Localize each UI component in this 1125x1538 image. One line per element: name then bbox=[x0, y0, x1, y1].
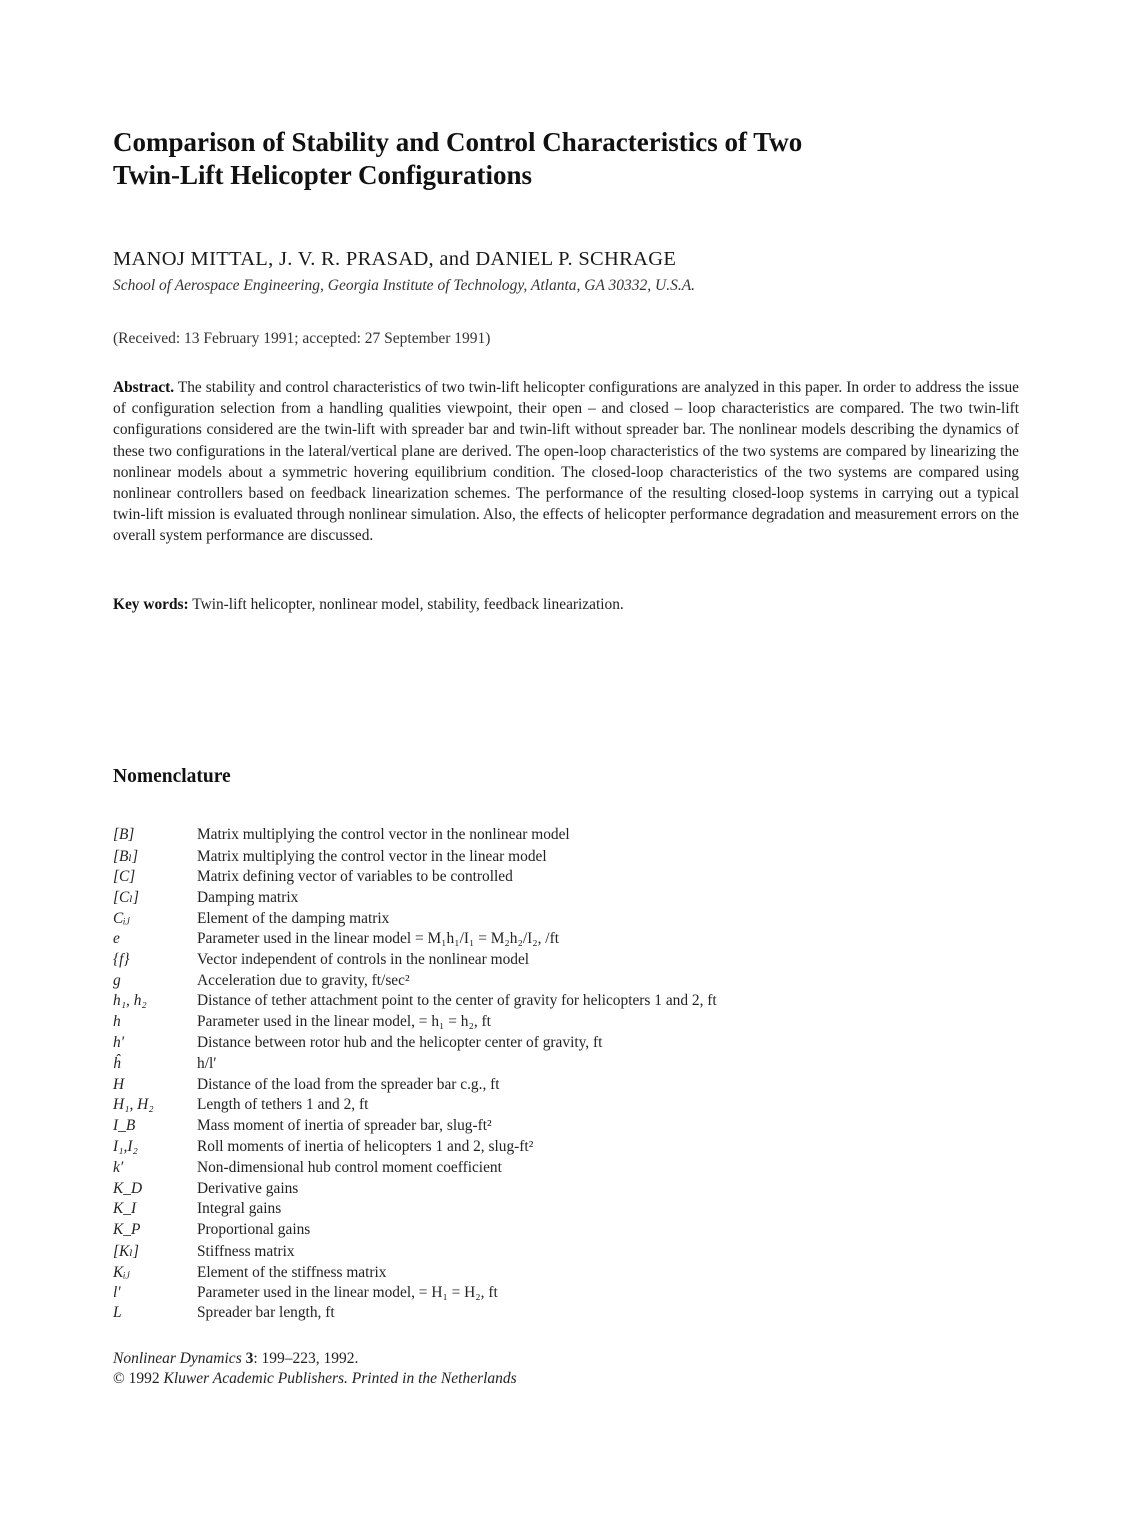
author-list: MANOJ MITTAL, J. V. R. PRASAD, and DANIEL P. SCHRAGE bbox=[113, 248, 677, 270]
abstract bbox=[113, 377, 1019, 547]
nomenclature-row bbox=[113, 951, 1013, 972]
nomenclature-definition: Matrix multiplying the control vector in the nonlinear model bbox=[197, 826, 570, 843]
nomenclature-symbol: I_B bbox=[113, 1117, 136, 1135]
nomenclature-symbol: e bbox=[113, 929, 120, 947]
nomenclature-symbol: [B] bbox=[113, 826, 135, 843]
nomenclature-row bbox=[113, 1304, 1013, 1325]
nomenclature-definition: Proportional gains bbox=[197, 1221, 311, 1239]
nomenclature-symbol: K_P bbox=[113, 1221, 141, 1239]
nomenclature-definition: Matrix defining vector of variables to be controlled bbox=[197, 867, 513, 885]
nomenclature-definition: Mass moment of inertia of spreader bar, slug-ft² bbox=[197, 1117, 492, 1135]
paper-title bbox=[113, 126, 1013, 192]
nomenclature-symbol: Cᵢⱼ bbox=[113, 910, 130, 928]
nomenclature-row bbox=[113, 868, 1013, 889]
journal-name: Nonlinear Dynamics bbox=[113, 1350, 242, 1367]
keywords bbox=[113, 596, 624, 614]
nomenclature-symbol: H₁, H₂ bbox=[113, 1096, 154, 1114]
nomenclature-definition: h/l′ bbox=[197, 1054, 217, 1072]
nomenclature-definition: Distance of tether attachment point to the center of gravity for helicopters 1 and 2, ft bbox=[197, 992, 717, 1010]
citation-line bbox=[113, 1349, 517, 1369]
nomenclature-symbol: [Kₗ] bbox=[113, 1242, 139, 1260]
nomenclature-definition: Distance of the load from the spreader bar c.g., ft bbox=[197, 1075, 500, 1093]
nomenclature-row bbox=[113, 1117, 1013, 1138]
nomenclature-row bbox=[113, 888, 1013, 909]
nomenclature-symbol: g bbox=[113, 971, 121, 989]
nomenclature-symbol: H bbox=[113, 1075, 125, 1093]
nomenclature-definition: Parameter used in the linear model, = H₁ = H₂, ft bbox=[197, 1283, 498, 1301]
nomenclature-row bbox=[113, 847, 1013, 868]
nomenclature-row bbox=[113, 1076, 1013, 1097]
nomenclature-definition: Matrix multiplying the control vector in the linear model bbox=[197, 847, 547, 865]
nomenclature-symbol: h bbox=[113, 1013, 121, 1031]
received-dates: (Received: 13 February 1991; accepted: 27 September 1991) bbox=[113, 330, 491, 347]
nomenclature-definition: Integral gains bbox=[197, 1200, 282, 1218]
nomenclature-row bbox=[113, 1263, 1013, 1284]
nomenclature-row bbox=[113, 1055, 1013, 1076]
nomenclature-symbol: {f} bbox=[113, 950, 130, 968]
keywords-text: Twin-lift helicopter, nonlinear model, stability, feedback linearization. bbox=[192, 596, 624, 613]
nomenclature-row bbox=[113, 1159, 1013, 1180]
nomenclature-definition: Stiffness matrix bbox=[197, 1242, 295, 1260]
nomenclature-definition: Acceleration due to gravity, ft/sec² bbox=[197, 971, 410, 989]
nomenclature-list bbox=[113, 826, 1013, 1325]
nomenclature-symbol: h₁, h₂ bbox=[113, 992, 147, 1010]
nomenclature-row bbox=[113, 1221, 1013, 1242]
journal-volume: 3 bbox=[245, 1350, 254, 1367]
nomenclature-row bbox=[113, 1138, 1013, 1159]
nomenclature-row bbox=[113, 1013, 1013, 1034]
nomenclature-definition: Damping matrix bbox=[197, 889, 299, 907]
nomenclature-symbol: [Cₗ] bbox=[113, 889, 139, 907]
nomenclature-symbol: L bbox=[113, 1304, 122, 1322]
nomenclature-row bbox=[113, 992, 1013, 1013]
nomenclature-symbol: Kᵢⱼ bbox=[113, 1263, 130, 1281]
nomenclature-row bbox=[113, 1034, 1013, 1055]
title-line-2: Twin-Lift Helicopter Configurations bbox=[113, 160, 532, 190]
nomenclature-heading: Nomenclature bbox=[113, 766, 231, 787]
nomenclature-symbol: I₁,I₂ bbox=[113, 1137, 138, 1155]
nomenclature-row bbox=[113, 1180, 1013, 1201]
nomenclature-definition: Element of the stiffness matrix bbox=[197, 1263, 387, 1281]
abstract-text: The stability and control characteristics of two twin-lift helicopter configurations are analyzed in this paper. In order to address the issue of configuration selection from a handling qualities viewpoint, their open – and closed – loop characteristics are compared. The two twin-lift configurations considered are the twin-lift with spreader bar and twin-lift without spreader bar. The nonlinear models describing the dynamics of these two configurations in the lateral/vertical plane are derived. The open-loop characteristics of the two systems are compared by linearizing the nonlinear models about a symmetric hovering equilibrium condition. The closed-loop characteristics of the two systems are compared using nonlinear controllers based on feedback linearization schemes. The performance of the resulting closed-loop systems in carrying out a typical twin-lift mission is evaluated through nonlinear simulation. Also, the effects of helicopter performance degradation and measurement errors on the overall system performance are discussed. bbox=[113, 379, 1019, 545]
journal-footer bbox=[113, 1349, 517, 1389]
nomenclature-definition: Parameter used in the linear model, = h₁ = h₂, ft bbox=[197, 1013, 491, 1031]
abstract-label: Abstract. bbox=[113, 379, 175, 396]
nomenclature-row bbox=[113, 909, 1013, 930]
nomenclature-symbol: [Bₗ] bbox=[113, 847, 139, 865]
nomenclature-definition: Spreader bar length, ft bbox=[197, 1304, 335, 1322]
nomenclature-symbol: h′ bbox=[113, 1033, 125, 1051]
nomenclature-symbol: [C] bbox=[113, 867, 136, 885]
nomenclature-row bbox=[113, 1242, 1013, 1263]
nomenclature-definition: Non-dimensional hub control moment coefficient bbox=[197, 1158, 502, 1176]
nomenclature-definition: Length of tethers 1 and 2, ft bbox=[197, 1096, 369, 1114]
nomenclature-row bbox=[113, 972, 1013, 993]
keywords-label: Key words: bbox=[113, 596, 189, 613]
copyright-line bbox=[113, 1369, 517, 1389]
nomenclature-definition: Parameter used in the linear model = M₁h₁/I₁ = M₂h₂/I₂, /ft bbox=[197, 929, 559, 947]
nomenclature-symbol: K_I bbox=[113, 1200, 137, 1218]
affiliation: School of Aerospace Engineering, Georgia Institute of Technology, Atlanta, GA 30332, U.S.A. bbox=[113, 277, 696, 294]
nomenclature-definition: Element of the damping matrix bbox=[197, 910, 390, 928]
nomenclature-row bbox=[113, 1200, 1013, 1221]
nomenclature-symbol: l′ bbox=[113, 1283, 121, 1301]
nomenclature-definition: Roll moments of inertia of helicopters 1 and 2, slug-ft² bbox=[197, 1137, 534, 1155]
title-line-1: Comparison of Stability and Control Characteristics of Two bbox=[113, 127, 803, 157]
nomenclature-symbol: k′ bbox=[113, 1158, 124, 1176]
nomenclature-row bbox=[113, 1284, 1013, 1305]
nomenclature-row bbox=[113, 930, 1013, 951]
nomenclature-row bbox=[113, 826, 1013, 847]
nomenclature-definition: Derivative gains bbox=[197, 1179, 299, 1197]
nomenclature-row bbox=[113, 1096, 1013, 1117]
nomenclature-definition: Vector independent of controls in the nonlinear model bbox=[197, 950, 530, 968]
nomenclature-definition: Distance between rotor hub and the helicopter center of gravity, ft bbox=[197, 1033, 603, 1051]
nomenclature-symbol: ĥ bbox=[113, 1054, 121, 1072]
nomenclature-symbol: K_D bbox=[113, 1179, 143, 1197]
copyright: © 1992 bbox=[113, 1370, 160, 1387]
publisher: Kluwer Academic Publishers. Printed in the Netherlands bbox=[163, 1370, 517, 1387]
journal-pages: : 199–223, 1992. bbox=[253, 1350, 359, 1367]
